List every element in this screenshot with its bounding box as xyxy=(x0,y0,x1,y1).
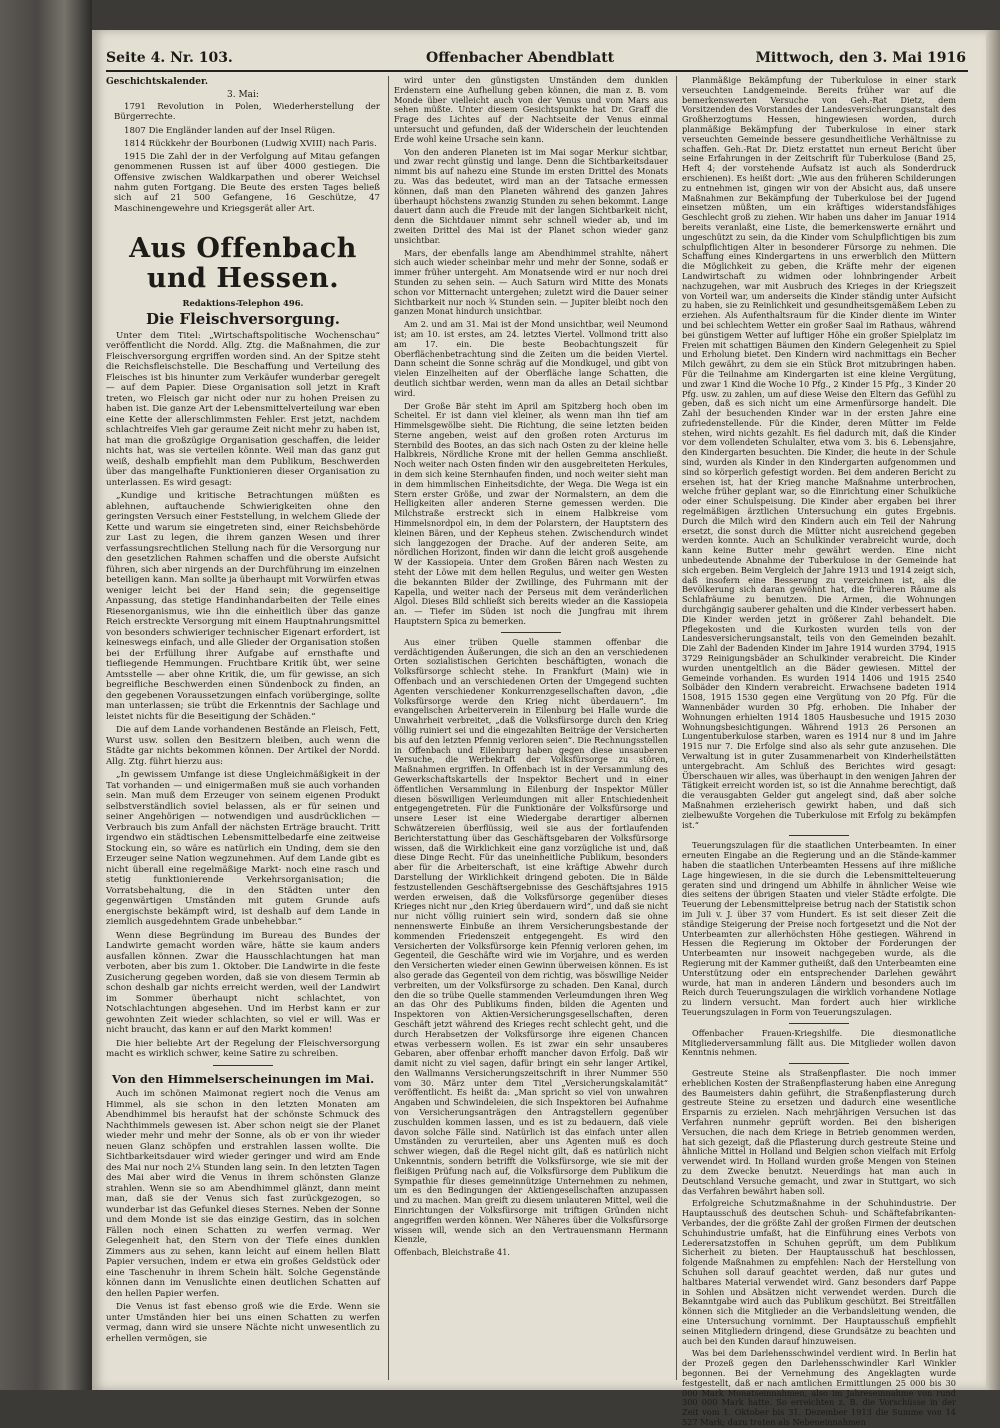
article-paragraph: Was bei dem Darlehensschwindel verdient wird. In Berlin hat der Prozeß gegen den Darlehensschwindler Karl Winkler begonnen. Bei der Vernehmung des Angeklagten wurde festgestellt, daß er nach amtlichen Ermittlungen 25 000 bis 30 000 Mark Monatseinnahmen, also im Jahreseinnahme von rund 300 000 Mark hatte. So erreichten z. B. die Vorschüsse in der Zeit vom 1. Oktober bis 31. Dezember 1913 die Summe von 14 527 Mark; dazu traten als Nebeneinnahmen xyxy=(682,1348,956,1427)
article-paragraph: Die auf dem Lande vorhandenen Bestände an Fleisch, Fett, Wurst usw. sollen den Besitzern bleiben, auch wenn die Städte gar nichts bekommen können. Der Artikel der Nordd. Allg. Ztg. führt hierzu aus: xyxy=(106,725,380,767)
article-paragraph: Erfolgreiche Schutzmaßnahme in der Schuhindustrie. Der Hauptausschuß des deutschen Schuh- und Schäftefabrikanten-Verbandes, der die größte Zahl der großen Firmen der deutschen Schuhindustrie umfaßt, hat die Einführung eines Verbots von Lederersatzstoffen in Schuhen geprüft, um dem Publikum Sicherheit zu bieten. Der Hauptausschuß hat beschlossen, folgende Maßnahmen zu empfehlen: Nach der Herstellung von Schuhen soll darauf geachtet werden, daß nur gutes und haltbares Material verwendet wird. Ganz besonders darf Pappe in Sohlen und Absätzen nicht verwendet werden. Durch die Bekanntgabe wird auch das Publikum geschützt. Bei Streitfällen können sich die Mitglieder an die Verbandsleitung wenden, die eine Untersuchung vornimmt. Der Hauptausschuß empfiehlt seinen Mitgliedern dringend, diese Grundsätze zu beachten und auch bei den Kunden darauf hinzuweisen. xyxy=(682,1198,956,1346)
kalender-item: 1915 Die Zahl der in der Verfolgung auf Mitau gefangen genommenen Russen ist auf über 4000 gestiegen. Die Offensive zwischen Waldkarpathen und oberer Weichsel nahm guten Fortgang. Die Beute des ersten Tages beließ sich auf 21 500 Gefangene, 16 Geschütze, 47 Maschinengewehre und Kriegsgerät aller Art. xyxy=(114,152,380,214)
signoff: Offenbach, Bleichstraße 41. xyxy=(394,1247,511,1258)
page-number: Seite 4. Nr. 103. xyxy=(106,50,233,66)
article-paragraph: Teuerungszulagen für die staatlichen Unterbeamten. In einer erneuten Eingabe an die Regierung und an die Stände-kammer haben die staatlichen Unterbeamten Hessens auf ihre mißliche Lage hingewiesen, in die sie durch die Lebensmittelteuerung geraten sind und dringend um Abhilfe in ähnlicher Weise wie dies seitens der übrigen Staaten und vieler Städte erfolgte. Die Teuerung der Lebensmittelpreise betrug nach der Statistik schon im Juli v. J. über 37 vom Hundert. Es ist seit dieser Zeit die ständige Steigerung der Preise noch fortgesetzt und die Not der Unterbeamten zur allerhöchsten Höhe gestiegen. Während in Hessen die Regierung im Oktober der Forderungen der Unterbeamten nur insoweit nachgegeben wurde, als die Regierung mit der Kammer gutheißt, daß den Unterbeamten eine Unterstützung oder ein entsprechender Darlehen gewährt wurde, hat man in anderen Ländern und besonders auch im Reich durch Teuerungszulagen die wirklich vorhandene Notlage zu lindern versucht. Man fordert auch hier wirkliche Teuerungszulagen in Form von Teuerungszulagen. xyxy=(682,840,956,1017)
article-paragraph: Gestreute Steine als Straßenpflaster. Die noch immer erheblichen Kosten der Straßenpflasterung haben eine Anregung des Baumeisters dahin geführt, die Straßenpflasterung durch gestreute Steine zu ersetzen und dadurch eine wesentliche Ersparnis zu erzielen. Nach mehrjährigen Versuchen ist das Verfahren nunmehr geprüft worden. Bei den bisherigen Versuchen, die nach dem Kriege in Betrieb genommen werden, hat sich gezeigt, daß die Pflasterung durch gestreute Steine und ähnliche Mittel in Holland und Belgien schon vielfach mit Erfolg verwendet wird. In Holland wurden große Mengen von Steinen zu dem Zwecke benutzt. Neuerdings hat man auch in Deutschland Versuche gemacht, und zwar in Stuttgart, wo sich das Verfahren bewährt haben soll. xyxy=(682,1068,956,1196)
page-edge xyxy=(986,30,1000,1390)
masthead-rule xyxy=(106,70,968,72)
separator xyxy=(501,632,561,633)
article-paragraph: Die Venus ist fast ebenso groß wie die Erde. Wenn sie unter Umständen hier bei uns einen Schatten zu werfen vermag, dann wird sie unsere Nächte nicht unwesentlich zu erhellen vermögen, sie xyxy=(106,1302,380,1344)
article-paragraph: Aus einer trüben Quelle stammen offenbar die verdächtigenden Äußerungen, die sich an den an verschiedenen Orten sozialistischen Gerichten beschäftigten, wonach die Volksfürsorge schlecht stehe. In Frankfurt (Main) wie in Offenbach und an verschiedenen Orten der Umgegend suchten Agenten verschiedener Konkurrenzgesellschaften davon, „die Volksfürsorge werde den Krieg nicht überdauern“. Im evangelischen Arbeiterverein in Eilenburg bei Halle wurde die Unwahrheit verbreitet, „daß die Volksfürsorge durch den Krieg völlig ruiniert sei und die eingezahlten Beiträge der Versicherten bis auf den letzten Pfennig verloren seien“. Die Rechnungsstellen in Offenbach und Eilenburg haben gegen diese unsauberen Versuche, die Werbekraft der Volksfürsorge zu stören, Maßnahmen ergriffen. In Offenbach ist in der Versammlung des Gewerkschaftskartells der Inspektor Bechert und in einer öffentlichen Versammlung in Eilenburg der Inspektor Müller diesen böswilligen Verleumdungen mit aller Entschiedenheit entgegengetreten. Für die Funktionäre der Volksfürsorge und unsere Leser ist eine Wiedergabe derartiger albernen Schwätzereien überflüssig, weil sie aus der fortlaufenden Berichterstattung über das Geschäftsgebaren der Volksfürsorge wissen, daß die Wirklichkeit eine ganz vorzügliche ist und, daß diese Dinge Recht. Für das uneinheitliche Publikum, besonders aber für die Arbeiterschaft, ist eine kräftige Abwehr durch Darstellung der Wirklichkeit dringend geboten. Die in Bälde festzustellenden Geschäftsergebnisse des Geschäftsjahres 1915 werden erweisen, daß die Volksfürsorge gegenüber dieses Krieges nicht nur „den Krieg überdauern wird“, und daß sie nicht nur nicht völlig ruiniert sein wird, sondern daß sie ohne nennenswerte Einbuße an ihrem Versicherungsbestande der kommenden Friedenszeit entgegengeht. Es wird den Versicherten der Volksfürsorge kein Pfennig verloren gehen, im Gegenteil, die Geschäfte wird wie im Vorjahre, und es werden den Versicherten wieder einen Gewinn überweisen können. Es ist also gerade das Gegenteil von dem richtig, was böswillige Neider verbreiten, um der Volksfürsorge zu schaden. Den Kanal, durch den die so trübe Quelle stammenden Verleumdungen ihren Weg an das Ohr des Publikums finden, bilden die Agenten und Inspektoren von Aktien-Versicherungsgesellschaften, deren Geschäft jetzt während des Krieges recht schlecht geht, und die durch Herabsetzen der Volksfürsorge ihre eigenen Chancen etwas verbessern wollen. Es ist zwar ein sehr unsauberes Gebaren, aber offenbar erhofft mancher davon Erfolg. Daß wir damit nicht zu viel sagen, dafür bringt ein sehr langer Artikel, den Wallmanns Versicherungszeitschrift in ihrer Nummer 550 vom 30. März unter dem Titel „Versicherungskalamität“ veröffentlicht. Es heißt da: „Man spricht so viel von unwahren Angaben und Schwindeleien, die sich Inspektoren bei Aufnahme von Versicherungsanträgen den Antragstellern gegenüber zuschulden kommen lassen, und es ist zu bedauern, daß viele davon solche Fälle sind. Natürlich ist das einfach unter allen Umständen zu verurteilen, aber uns Agenten muß es doch schwer wiegen, daß die Regel nicht gilt, daß es natürlich nicht Unkenntnis, sondern betrifft die Volksfürsorge, wie sie mit der fleißigen Prüfung nach auf, die Volksfürsorge dem Publikum die Sympathie für dieses gemeinnützige Unternehmen zu nehmen, um es den Bedingungen der Aktiengesellschaften anzupassen und zu machen. Man greift zu diesem unlauteren Mittel, weil die Einrichtungen der Volksfürsorge mit triftigen Gründen nicht angegriffen werden können. Wer Näheres über die Volksfürsorge wissen will, wende sich an den Vertrauensmann Hermann Kienzle, xyxy=(394,636,669,1245)
article-paragraph: Unter dem Titel: „Wirtschaftspolitische Wochenschau“ veröffentlicht die Nordd. Allg. Ztg. die Maßnahmen, die zur Fleischversorgung ergriffen worden sind. An der Spitze steht die Reichsfleischstelle. Die Beschaffung und Verteilung des Fleisches ist bis hinunter zum Verkäufer wunderbar geregelt — auf dem Papier. Diese Organisation soll jetzt in Kraft treten, wo Fleisch gar nicht oder nur zu hohen Preisen zu haben ist. Die ganze Art der Lebensmittelverteilung war eben eine Kette der allerschlimmsten Fehler. Erst jetzt, nachdem schlachtreifes Vieh gar geraume Zeit nicht mehr zu haben ist, hat man die großzügige Organisation geschaffen, die leider nichts hat, was sie verteilen könnte. Weil man das ganz gut weiß, deshalb empfiehlt man dem Publikum, Beschwerden über das mangelhafte Funktionieren dieser Organisation zu unterlassen. Es wird gesagt: xyxy=(106,330,380,488)
article-paragraph: Offenbacher Frauen-Kriegshilfe. Die diesmonatliche Mitgliederversammlung fällt aus. Die Mitglieder wollen davon Kenntnis nehmen. xyxy=(682,1027,956,1058)
article-paragraph: Mars, der ebenfalls lange am Abendhimmel strahlte, nähert sich auch wieder scheinbar mehr und mehr der Sonne, sodaß er immer früher untergeht. Am Monatsende wird er nur noch drei Stunden zu sehen sein. — Auch Saturn wird Mitte des Monats schon vor Mitternacht untergehen; zuletzt wird die Dauer seiner Sichtbarkeit nur noch ¾ Stunden sein. — Jupiter bleibt noch den ganzen Monat hindurch unsichtbar. xyxy=(394,247,668,317)
column-1 xyxy=(106,76,380,1380)
article-title: Die Fleischversorgung. xyxy=(145,310,341,329)
column-divider xyxy=(388,76,389,1380)
kalender-item: 1814 Rückkehr der Bourbonen (Ludwig XVIII) nach Paris. xyxy=(124,138,377,149)
section-title: Aus Offenbach und Hessen. xyxy=(129,232,357,294)
separator xyxy=(789,835,849,836)
separator xyxy=(789,1023,849,1024)
kalender-date: 3. Mai: xyxy=(227,89,259,100)
kalender-item: 1791 Revolution in Polen, Wiederherstellung der Bürgerrechte. xyxy=(114,102,380,123)
masthead xyxy=(106,50,966,70)
article-paragraph: Wenn diese Begründung im Bureau des Bundes der Landwirte gemacht worden wäre, hätte sie kaum anders ausfallen können. Zwar die Hausschlachtungen hat man verboten, aber bis zum 1. Oktober. Die Landwirte in die feste Zusicherung gegeben worden, daß sie von diesem Termin ab schon deshalb gar nichts erreicht werden, weil der Landwirt im Sommer überhaupt nicht schlachtet, von Notschlachtungen abgesehen. Und im Herbst kann er zur gewohnten Zeit wieder schlachten, so viel er will. Was er nicht braucht, das kann er auf den Markt kommen! xyxy=(106,930,380,1036)
separator xyxy=(213,1065,273,1066)
article-paragraph: wird unter den günstigsten Umständen dem dunklen Erdenstern eine Aufhellung geben können, die man z. B. vom Monde über vielleicht auch von der Venus und vom Mars aus sehen müßte. Unter diesem Gesichtspunkte hat Dr. Graff die Frage des Lichtes auf der Nachtseite der Venus einmal untersucht und gefunden, daß der Widerschein der leuchtenden Erde wohl keine Ursache sein kann. xyxy=(394,75,668,144)
article-paragraph: Am 2. und am 31. Mai ist der Mond unsichtbar, weil Neumond ist; am 10. ist erstes, am 24. letztes Viertel. Vollmond tritt also am 17. ein. Die beste Beobachtungszeit für Oberflächenbetrachtung sind die Zeiten um die beiden Viertel. Dann scheint die Sonne schräg auf die Mondkugel, und gibt von vielen Einzelheiten auf der Oberfläche lange Schatten, die deutlich sichtbar werden, wenn man da alles an Detail sichtbar wird. xyxy=(394,319,668,398)
kalender-item: 1807 Die Engländer landen auf der Insel Rügen. xyxy=(124,125,336,136)
article-paragraph: Auch im schönen Maimonat regiert noch die Venus am Himmel, als sie schon in den letzten Monaten am Abendhimmel bis heraufst hat der schönste Schmuck des Nachthimmels gewesen ist. Aber schon neigt sie der Planet wieder mehr und mehr der Sonne, als ob er von ihr wieder neuen Glanz schöpfen und erstrahlen lassen wollte. Die Sichtbarkeitsdauer wird wieder geringer und wird am Ende des Mai nur noch 2¼ Stunden lang sein. In den letzten Tagen des Mai aber wird die Venus in ihrem schönsten Glanze strahlen. Wenn sie so am Abendhimmel glänzt, dann meint man, daß sie der Venus sich fast zurückgezogen, so wunderbar ist das Gefunkel dieses Sternes. Neben der Sonne und dem Monde ist sie das einzige Gestirn, das in solchen Fällen noch einen Schatten zu werfen vermag. Wer Gelegenheit hat, den Stern von der Tiefe eines dunklen Zimmers aus zu sehen, kann leicht auf einem hellen Blatt Papier versuchen, indem er etwa ein großes Geldstück oder eine Taschenuhr in ihrem Schein hält. Solche Gegenstände können dann im Venuslichte einen deutlichen Schatten auf den hellen Papier werfen. xyxy=(106,1089,380,1299)
kalender-heading: Geschichtskalender. xyxy=(106,77,208,87)
article-paragraph: Planmäßige Bekämpfung der Tuberkulose in einer stark verseuchten Landgemeinde. Bereits früher war auf die bemerkenswerten Versuche von Geh.-Rat Dietz, dem Vorsitzenden des Vorstandes der Landesversicherungsanstalt des Großherzogtums Hessen, hingewiesen worden, durch planmäßige Bekämpfung der Tuberkulose in einer stark verseuchten Gemeinde bessere gesundheitliche Verhältnisse zu schaffen. Geh.-Rat Dr. Dietz erstattet nun erneut Bericht über seine Erfahrungen in der Zeitschrift für Tuberkulose (Band 25, Heft 4; der vorstehende Aufsatz ist auch als Sonderdruck erschienen). Es heißt dort: „Wie aus den früheren Schilderungen zu entnehmen ist, gingen wir von der Absicht aus, daß unsere Maßnahmen zur Bekämpfung der Tuberkulose bei der Jugend einsetzen müßten, um ein kräftiges widerstandsfähiges Geschlecht groß zu ziehen. Wir haben uns daher im Januar 1914 bereits veranlaßt, eine Liste, die bemerkenswerte ernährt und ungeschützt zu sein, da die Kinder vom Schulpflichtigen bis zum schulpflichtigen Alter in besonderer Fürsorge zu nehmen. Die Schaffung eines Kindergartens in uns erwerblich den Müttern die Möglichkeit zu geben, die Kräfte mehr der eigenen Landwirtschaft zu widmen oder lohnbringender Arbeit nachzugehen, war mit Ausbruch des Krieges in der Kriegszeit von Vorteil war, um anderseits die Kinder ständig unter Aufsicht zu haben, sie zu Reinlichkeit und gesundheitsgemäßem Leben zu erziehen. Als Aufenthaltsraum für die Kinder diente im Winter und bei schlechtem Wetter ein großer Saal im Rathaus, während bei günstigem Wetter auf luftiger Höhe ein großer Spielplatz im Freien mit schattigen Bäumen den Kindern Gelegenheit zu Spiel und Erholung bietet. Den Kindern wird nachmittags ein Becher Milch gewährt, zu dem sie ein Stück Brot mitzubringen haben. Für die Teilnahme am Kindergarten ist eine kleine Vergütung, und zwar 1 Kind die Woche 10 Pfg., 2 Kinder 15 Pfg., 3 Kinder 20 Pfg. usw. zu zahlen, um auf diese Weise den Eltern das Gefühl zu geben, daß es sich nicht um eine Armenfürsorge handelt. Die Zahl der besuchenden Kinder war in der ersten Jahre eine zufriedenstellende. Für die Kinder, deren Mütter im Felde stehen, wird nichts gezahlt. Es fiel dadurch mit, daß die Kinder vor dem vollendeten Schulalter, etwa vom 3. bis 6. Lebensjahre, den Kindergarten besuchten. Die Kinder, die heute in der Schule sind, wurden als Kinder in den Kindergarten aufgenommen und sind so körperlich gefestigt worden. Bei dem anderen Bericht zu ersehen ist, hat der Krieg manche Maßnahme unterbrochen, welche früher geplant war, so die Einrichtung einer Schulküche oder einer Schulspeisung. Die Kinder aber ergaben bei ihrer regelmäßigen ärztlichen Untersuchung ein gutes Ergebnis. Durch die Milch wird den Kindern auch ein Teil der Nahrung ersetzt, die sonst durch die Mütter nicht ausreichend gegeben werden konnte. Auch an Schulkinder verabreicht wurde, doch kann keine Butter mehr gewährt werden. Eine nicht unbedeutende Abnahme der Tuberkulose in der Gemeinde hat sich ergeben. Beim Vergleich der Jahre 1913 und 1914 zeigt sich, daß insofern eine Besserung zu verzeichnen ist, als die Bevölkerung sich daran gewöhnt hat, die früheren Räume als Schlafräume zu benutzen. Die Armen, die Wohnungen durchgängig sauberer gehalten und die Kinder verbessert haben. Die Kinder werden jetzt in größerer Zahl behandelt. Die Pflegekosten und die Kurkosten wurden teils von der Landesversicherungsanstalt, teils von den Gemeinden bezahlt. Die Zahl der Badenden Kinder im Jahre 1914 wurden 3794, 1915 3729 Reinigungsbäder an Schulkinder verabreicht. Die Kinder wurden unentgeltlich an die Bäder gewiesen. Mittel der Gemeinde vorhanden. Es wurden 1914 1406 und 1915 2540 Solbäder den Kindern verabreicht. Erwachsene badeten 1914 1508, 1915 1530 gegen eine Vergütung von 20 Pfg. Für die Wannenbäder wurden 30 Pfg. erhoben. Die Inhaber der Wohnungen erhielten 1914 1805 Hausbesuche und 1915 2030 Wohnungsbesichtigungen. Während 1913 26 Personen an Lungentuberkulose starben, waren es 1914 nur 8 und im Jahre 1915 nur 7. Die Erfolge sind also als sehr gute anzusehen. Die Verwaltung ist in guter Zusammenarbeit von Kinderheilstätten untergebracht. Am Schluß des Berichtes wird gesagt: Überschauen wir alles, was überhaupt in den wenigen Jahren der Tätigkeit erreicht worden ist, so ist die Annahme berechtigt, daß die verausgabten Gelder gut angelegt sind, daß aber solche Maßnahmen erzieherisch gewirkt haben, und daß sich zielbewußte Vorgehen die Tuberkulose mit Erfolg zu bekämpfen ist.“ xyxy=(682,75,956,830)
newspaper-title: Offenbacher Abendblatt xyxy=(426,50,615,66)
article-paragraph: Der Große Bär steht im April am Spitzberg hoch oben im Scheitel. Er ist dann viel kleiner, als wenn man ihn tief am Himmelsgewölbe sieht. Die Richtung, die seine letzten beiden Sterne angeben, weist auf den großen roten Arcturus im Sternbild des Bootes, an das sich nach Osten zu der kleine helle Halbkreis, Nördliche Krone mit der hellen Gemma anschließt. Noch weiter nach Osten finden wir den ausgebreiteten Herkules, in dem sich keine Sternhaufen finden, und noch weiter sieht man in dem himmlischen Einheitsdichte, der Wega. Die Wega ist ein Stern erster Größe, und zwar der Normalstern, an dem die Helligkeiten aller anderen Sterne gemessen werden. Die Milchstraße erstreckt sich in einem Halbkreise vom Himmelsnordpol ein, in dem der Polarstern, der Hauptstern des kleinen Bären, und der Kepheus stehen. Zwischendurch windet sich langgezogen der Drache. Auf der anderen Seite, am nördlichen Horizont, finden wir dann die leicht groß ausgehende W der Kassiopeia. Unter dem Großen Bären nach Westen zu steht der Löwe mit dem hellen Regulus, und weiter gen Westen die bekannten Bilder der Zwillinge, des Fuhrmann mit der Kapella, und weiter nach der Perseus mit dem veränderlichen Algol. Dieses Bild schließt sich bereits wieder an die Kassiopeia an. — Tiefer im Süden ist noch die Jungfrau mit ihrem Hauptstern Spica zu bemerken. xyxy=(394,400,668,627)
article-paragraph: Von den anderen Planeten ist im Mai sogar Merkur sichtbar, und zwar recht günstig und lange. Denn die Sichtbarkeitsdauer nimmt bis auf nahezu eine Stunde im ersten Drittel des Monats zu. Was das bedeutet, wird man an der Tatsache ermessen können, daß man den Planeten während des ganzen Jahres überhaupt höchstens zwanzig Stunden zu sehen bekommt. Lange dauert dann auch die Freude mit der langen Sichtbarkeit nicht, denn die Sichtdauer nimmt sehr schnell wieder ab, und im zweiten Drittel des Mai ist der Planet schon wieder ganz unsichtbar. xyxy=(394,146,668,245)
article-paragraph: „Kundige und kritische Betrachtungen müßten es ablehnen, auftauchende Schwierigkeiten ohne den geringsten Versuch einer Feststellung, in welchem Gliede der Kette und warum sie eingetreten sind, einer Reichsbehörde zur Last zu legen, die ihrem ganzen Wesen und ihrer verfassungsrechtlichen Stellung nach für die Versorgung nur den gesetzlichen Rahmen schaffen und die oberste Aufsicht führen, sich aber nirgends an der Durchführung im einzelnen beteiligen kann. Man sollte ja überhaupt mit Vorwürfen etwas weniger leicht bei der Hand sein; die gegenseitige Anpassung, das stetige Handinhandarbeiten der Teile eines Riesenorganismus, wie ihn die einheitlich über das ganze Reich erstreckte Versorgung mit einem Hauptnahrungsmittel von besonders schwieriger technischer Eigenart erfordert, ist keineswegs einfach, und alle Glieder der Organisation stoßen bei der Erfüllung ihrer Aufgabe auf ernsthafte und tiefliegende Hemmungen. Fruchtbare Kritik übt, wer seine Amtsstelle — aber ohne Kritik, die, um für gewisse, an sich begreifliche Beschwerden einen Sündenbock zu finden, an den gegebenen Voraussetzungen einfach vorüberginge, sollte man unterlassen; sie trübt die Erkenntnis der Sachlage und leistet nichts für die Beseitigung der Schäden.“ xyxy=(106,491,380,722)
article-paragraph: Die hier beliebte Art der Regelung der Fleischversorgung macht es wirklich schwer, keine Satire zu schreiben. xyxy=(106,1038,380,1060)
separator xyxy=(789,1063,849,1064)
article-paragraph: „In gewissem Umfange ist diese Ungleichmäßigkeit in der Tat vorhanden — und einigermaßen muß sie auch vorhanden sein. Man muß dem Erzeuger von seinem eigenen Produkt selbstverständlich soviel belassen, als er für seinen und seiner Angehörigen — notwendigen und ausdrücklichen — Verbrauch bis zum Anfall der nächsten Erträge braucht. Tritt irgendwo ein städtischen Lebensmittelbedarfe eine zeitweise Stockung ein, so wäre es natürlich ein Unding, dem sie den Erzeuger seine Nation wegzunehmen. Auf dem Lande gibt es nicht überall eine regelmäßige Markt- noch eine rasch und stetig funktionierende Verkehrsorganisation; die Vorratsbehaltung, die in den Städten unter den gegenwärtigen Umständen mit gutem Grunde aufs energischste bekämpft wird, ist deshalb auf dem Lande in ziemlich ausgedehntem Grade unbehebbar.“ xyxy=(106,770,380,928)
article-title: Von den Himmelserscheinungen im Mai. xyxy=(111,1071,375,1086)
column-2 xyxy=(394,76,668,1380)
column-3 xyxy=(682,75,956,1427)
column-divider xyxy=(676,76,677,1380)
redaktions-telephon: Redaktions-Telephon 496. xyxy=(182,297,304,308)
issue-date: Mittwoch, den 3. Mai 1916 xyxy=(755,50,966,66)
newspaper-page xyxy=(92,30,986,1427)
book-binding xyxy=(0,0,92,1390)
